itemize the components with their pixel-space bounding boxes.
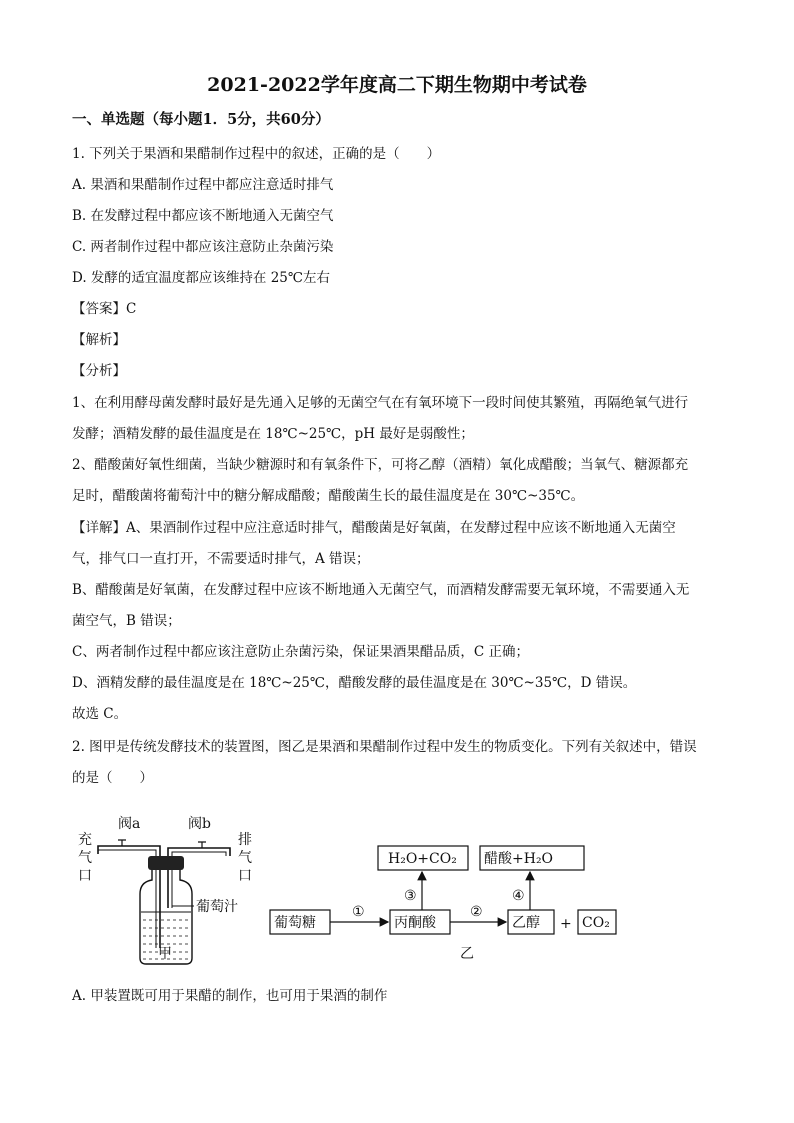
box-h2o-co2-label: H₂O+CO₂ [388, 851, 457, 867]
plus-sign: + [560, 916, 572, 932]
step3-label: ③ [404, 888, 417, 904]
valve-b-label: 阀b [188, 816, 211, 832]
inlet-tube-inner [98, 850, 156, 948]
detail-line: C、两者制作过程中都应该注意防止杂菌污染，保证果酒果醋品质，C 正确； [72, 644, 529, 660]
detail-line: B、醋酸菌是好氧菌，在发酵过程中应该不断地通入无菌空气，而酒精发酵需要无氧环境，不需要通入无 [72, 582, 690, 598]
valve-a-icon [118, 840, 126, 846]
q1-stem: 1. 下列关于果酒和果醋制作过程中的叙述，正确的是（ ） [72, 146, 441, 162]
valve-b-icon [198, 842, 206, 848]
q1-answer [72, 297, 136, 317]
caption-jia-visible: 甲 [158, 946, 172, 962]
q1-fenxi-label: 【分析】 [72, 363, 126, 379]
outlet-char: 排 [238, 832, 252, 848]
detail-line: 气，排气口一直打开，不需要适时排气，A 错误； [72, 551, 370, 567]
ethanol-label: 乙醇 [512, 915, 540, 931]
inlet-char: 气 [78, 850, 92, 866]
section-heading: 一、单选题（每小题1．5分，共60分） [72, 111, 330, 128]
q1-option-a: A. 果酒和果醋制作过程中都应注意适时排气 [72, 177, 334, 193]
analysis-line: 2、醋酸菌好氧性细菌，当缺少糖源时和有氧条件下，可将乙醇（酒精）氧化成醋酸；当氧气、糖源都充 [72, 457, 689, 473]
co2-label: CO₂ [582, 915, 610, 931]
answer-value: C [126, 301, 137, 317]
juice-label: 葡萄汁 [196, 899, 238, 915]
q1-option-c: C. 两者制作过程中都应该注意防止杂菌污染 [72, 239, 334, 255]
q1-option-b: B. 在发酵过程中都应该不断地通入无菌空气 [72, 208, 334, 224]
q2-option-a: A. 甲装置既可用于果醋的制作，也可用于果酒的制作 [72, 988, 388, 1004]
inlet-char: 充 [78, 832, 92, 848]
flow-yi [270, 846, 616, 962]
q1-jiexi-label: 【解析】 [72, 332, 126, 348]
outlet-char: 气 [238, 850, 252, 866]
fermentation-figure [72, 808, 632, 968]
analysis-line: 发酵；酒精发酵的最佳温度是在 18℃~25℃，pH 最好是弱酸性； [72, 426, 474, 442]
analysis-line: 1、在利用酵母菌发酵时最好是先通入足够的无菌空气在有氧环境下一段时间使其繁殖，再隔绝氧气进行 [72, 395, 689, 411]
bottle-stopper [148, 856, 184, 870]
valve-a-label: 阀a [118, 816, 141, 832]
inlet-char: 口 [78, 868, 92, 884]
figure-yi-caption: 乙 [460, 946, 474, 962]
detail-line: 【详解】A、果酒制作过程中应注意适时排气，醋酸菌是好氧菌，在发酵过程中应该不断地通入无菌空 [72, 520, 676, 536]
detail-line: 故选 C。 [72, 706, 128, 722]
glucose-label: 葡萄糖 [274, 915, 316, 931]
detail-line: 菌空气，B 错误； [72, 613, 181, 629]
apparatus-jia [78, 815, 252, 964]
q1-option-d: D. 发酵的适宜温度都应该维持在 25℃左右 [72, 270, 330, 286]
q2-stem: 的是（ ） [72, 770, 153, 786]
step4-label: ④ [512, 888, 525, 904]
page-title: 2021-2022学年度高二下期生物期中考试卷 [207, 74, 587, 96]
outlet-char: 口 [238, 868, 252, 884]
answer-label: 【答案】 [72, 301, 126, 317]
box-acetic-label: 醋酸+H₂O [484, 851, 554, 867]
pyruvate-label: 丙酮酸 [394, 915, 436, 931]
step1-label: ① [352, 904, 365, 920]
q2-stem: 2. 图甲是传统发酵技术的装置图，图乙是果酒和果醋制作过程中发生的物质变化。下列有关叙述中，错误 [72, 739, 697, 755]
analysis-line: 足时，醋酸菌将葡萄汁中的糖分解成醋酸；醋酸菌生长的最佳温度是在 30℃~35℃。 [72, 488, 585, 504]
detail-line: D、酒精发酵的最佳温度是在 18℃~25℃，醋酸发酵的最佳温度是在 30℃~35℃，D 错误。 [72, 675, 637, 691]
step2-label: ② [470, 904, 483, 920]
